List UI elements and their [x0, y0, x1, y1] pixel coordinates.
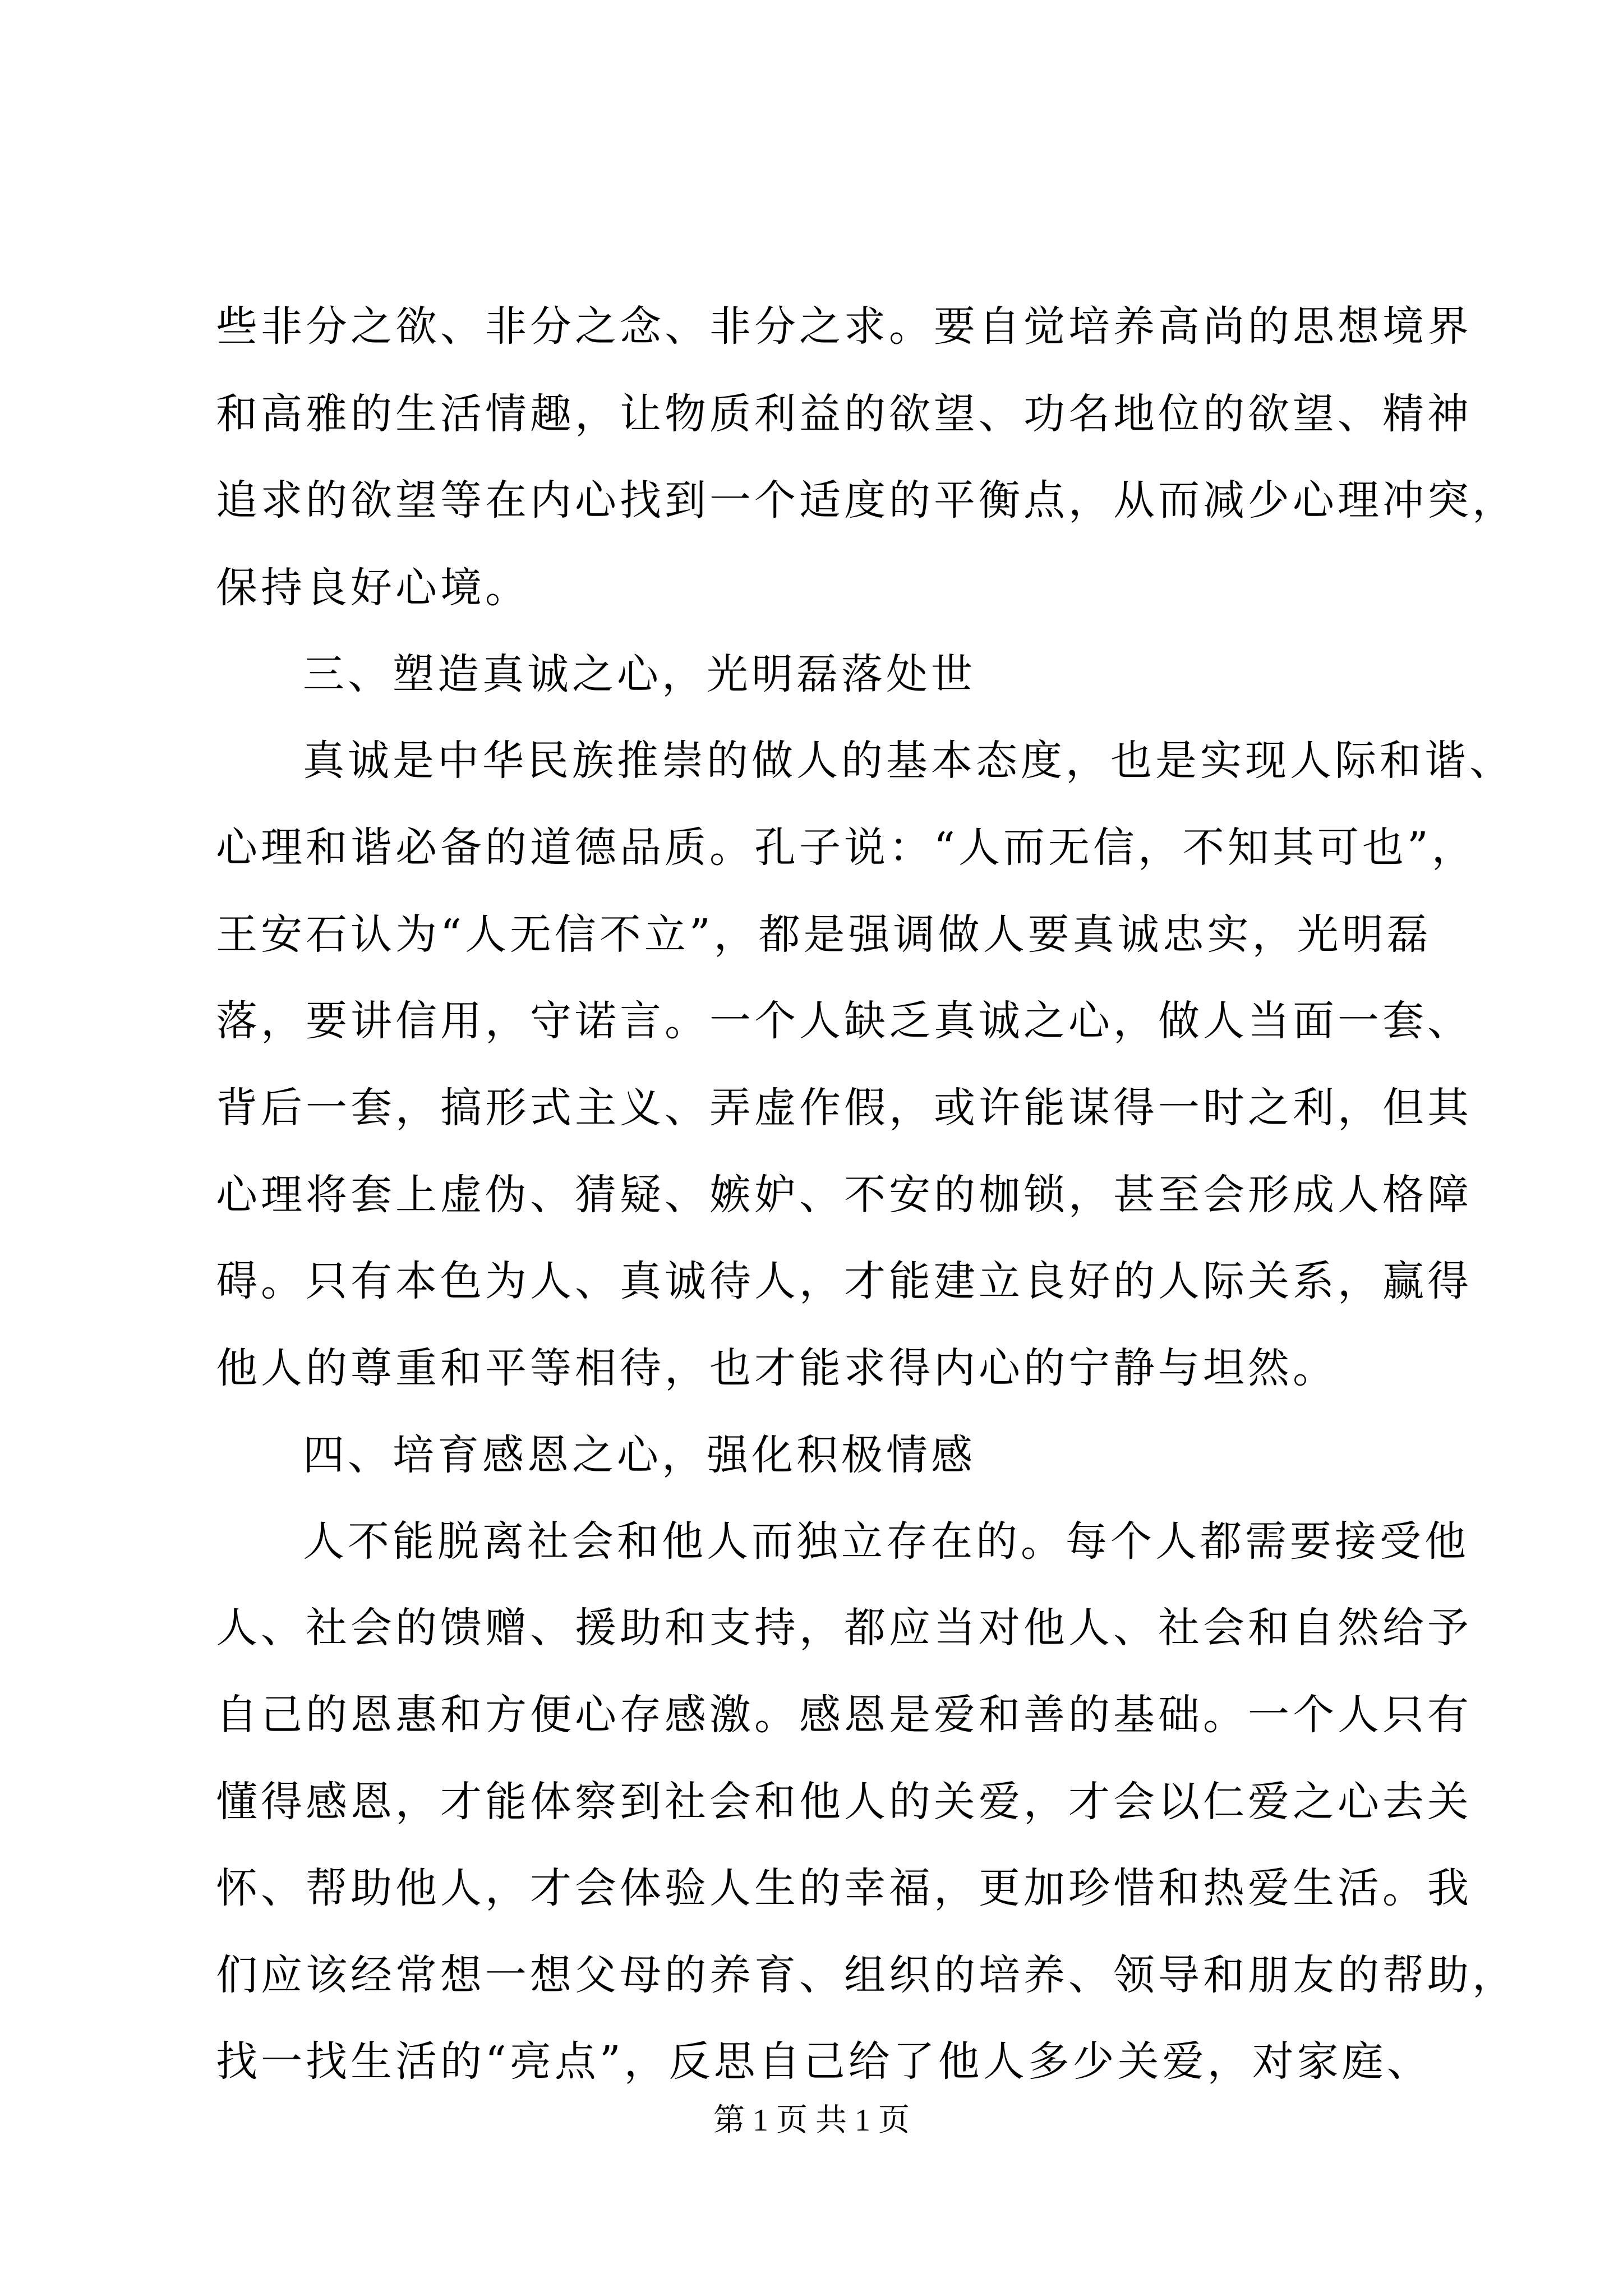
paragraph-first-line: 人不能脱离社会和他人而独立存在的。每个人都需要接受他: [303, 1517, 1469, 1566]
body-text-line: 落，要讲信用，守诺言。一个人缺乏真诚之心，做人当面一套、: [216, 997, 1472, 1045]
body-text-line: 些非分之欲、非分之念、非分之求。要自觉培养高尚的思想境界: [216, 302, 1472, 351]
paragraph-first-line: 真诚是中华民族推崇的做人的基本态度，也是实现人际和谐、: [303, 737, 1514, 785]
body-text-line: 心理将套上虚伪、猜疑、嫉妒、不安的枷锁，甚至会形成人格障: [216, 1171, 1472, 1219]
body-text-line: 他人的尊重和平等相待，也才能求得内心的宁静与坦然。: [216, 1344, 1338, 1392]
body-text-line: 心理和谐必备的道德品质。孔子说：“人而无信，不知其可也”，: [216, 823, 1477, 872]
body-text-line: 找一找生活的“亮点”，反思自己给了他人多少关爱，对家庭、: [216, 2037, 1432, 2086]
section-heading-4: 四、培育感恩之心，强化积极情感: [303, 1431, 976, 1479]
body-text-line: 追求的欲望等在内心找到一个适度的平衡点，从而减少心理冲突，: [216, 476, 1517, 524]
body-text-line: 怀、帮助他人，才会体验人生的幸福，更加珍惜和热爱生活。我: [216, 1864, 1472, 1912]
body-text-line: 保持良好心境。: [216, 564, 530, 612]
body-text-line: 自己的恩惠和方便心存感激。感恩是爱和善的基础。一个人只有: [216, 1691, 1472, 1739]
body-text-line: 碍。只有本色为人、真诚待人，才能建立良好的人际关系，赢得: [216, 1257, 1472, 1305]
body-text-line: 王安石认为“人无信不立”，都是强调做人要真诚忠实，光明磊: [216, 910, 1432, 959]
body-text-line: 懂得感恩，才能体察到社会和他人的关爱，才会以仁爱之心去关: [216, 1778, 1472, 1826]
body-text-line: 背后一套，搞形式主义、弄虚作假，或许能谋得一时之利，但其: [216, 1084, 1472, 1132]
body-text-line: 人、社会的馈赠、援助和支持，都应当对他人、社会和自然给予: [216, 1604, 1472, 1652]
section-heading-3: 三、塑造真诚之心，光明磊落处世: [303, 650, 976, 698]
body-text-line: 和高雅的生活情趣，让物质利益的欲望、功名地位的欲望、精神: [216, 390, 1472, 438]
body-text-line: 们应该经常想一想父母的养育、组织的培养、领导和朋友的帮助，: [216, 1951, 1517, 1999]
page-number-footer: 第 1 页 共 1 页: [713, 2103, 910, 2138]
